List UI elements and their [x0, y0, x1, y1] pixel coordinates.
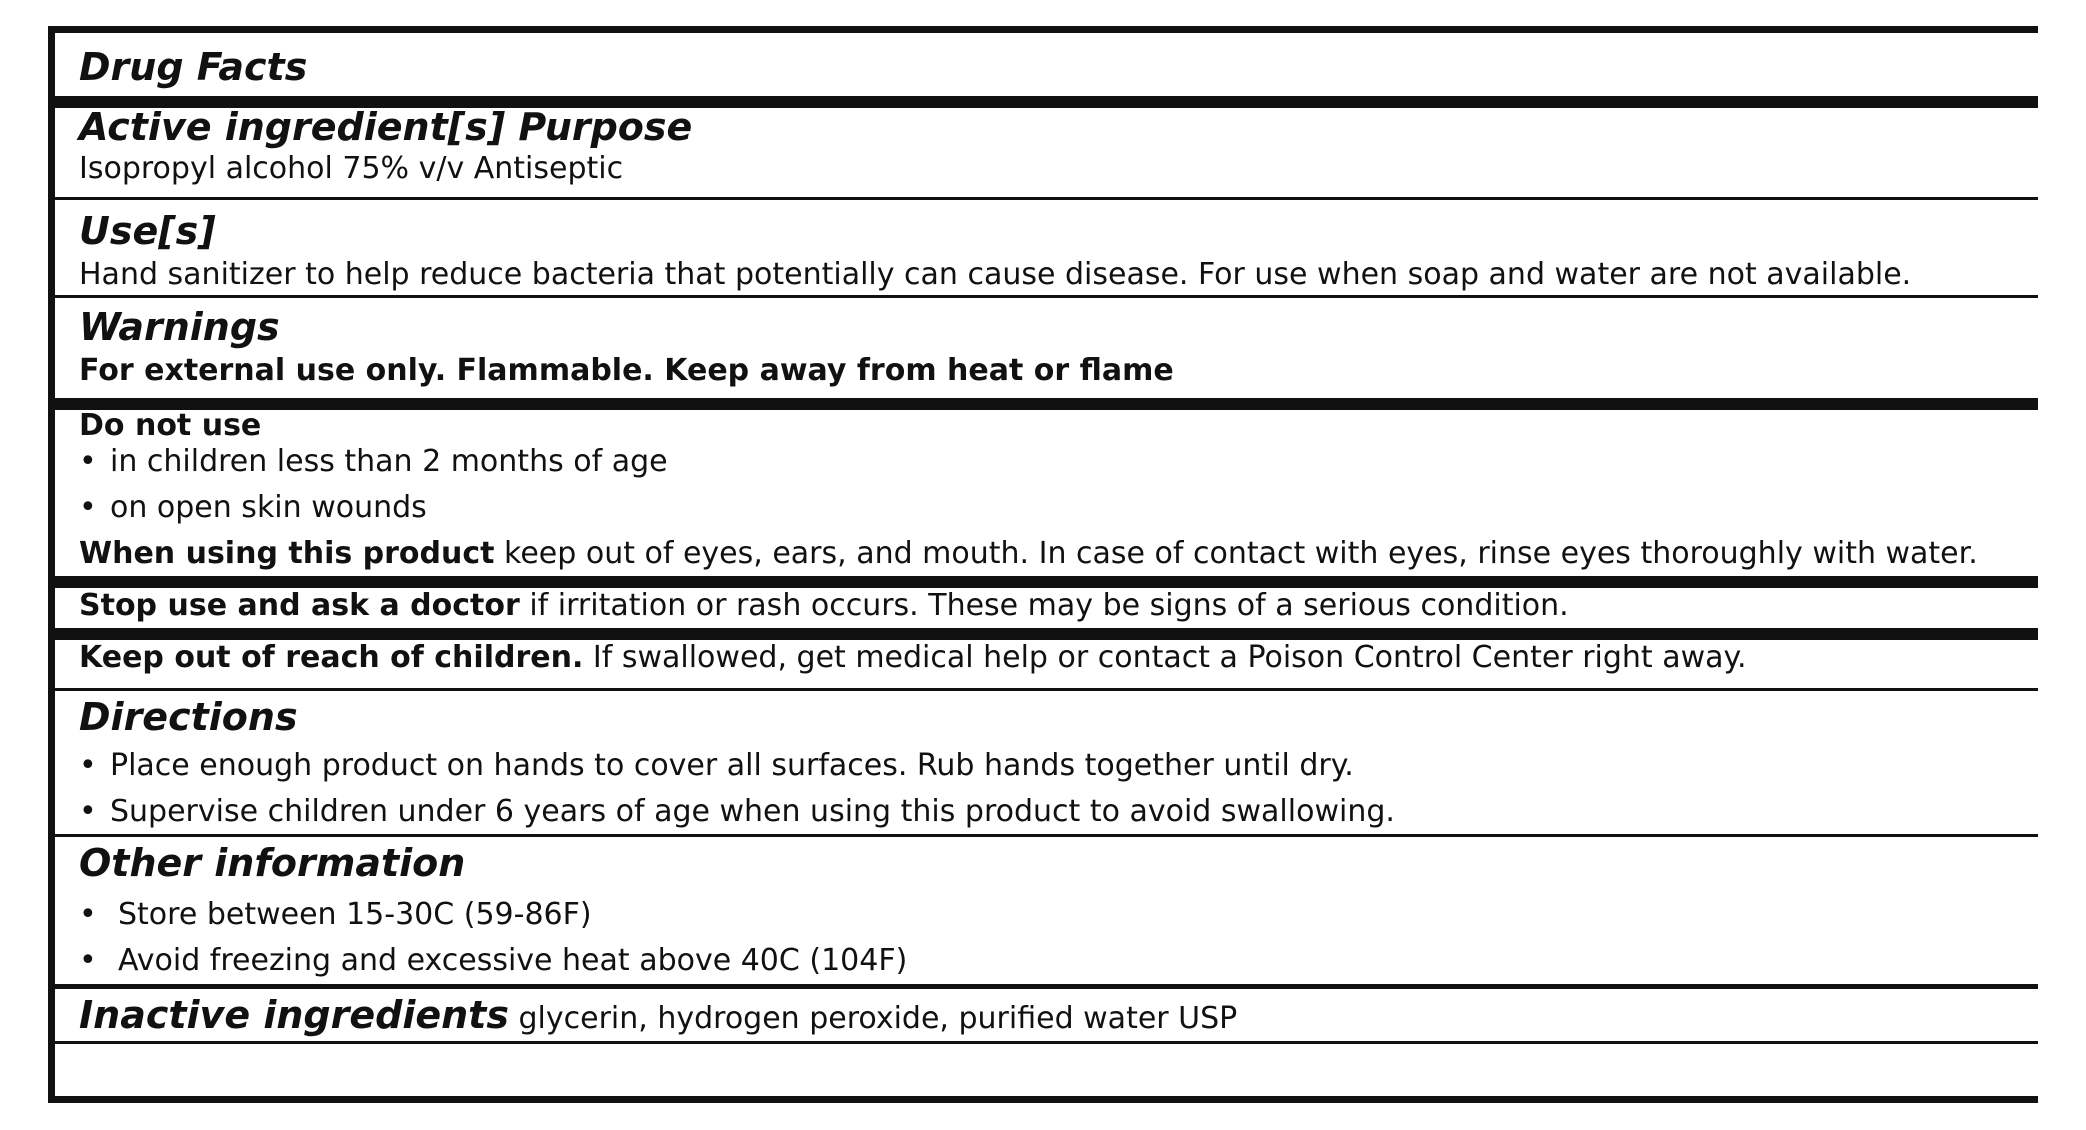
keep-out-text [79, 640, 1747, 675]
keep-out-label: Keep out of reach of children. [79, 640, 584, 675]
do-not-use-item-text: on open skin wounds [110, 490, 427, 525]
bullet-icon: • [79, 490, 97, 525]
other-info-item-text: Avoid freezing and excessive heat above 40C (104F) [118, 943, 908, 978]
when-using-body: keep out of eyes, ears, and mouth. In case of contact with eyes, rinse eyes thoroughly with water. [494, 536, 1978, 571]
stop-use-body: if irritation or rash occurs. These may be signs of a serious condition. [519, 588, 1569, 623]
bullet-icon: • [79, 444, 97, 479]
other-info-item [79, 943, 907, 978]
other-info-item [79, 897, 592, 932]
bullet-icon: • [79, 943, 97, 978]
do-not-use-item-text: in children less than 2 months of age [110, 444, 668, 479]
other-info-item-text: Store between 15-30C (59-86F) [118, 897, 592, 932]
divider [55, 984, 2038, 989]
other-info-heading: Other information [79, 841, 466, 885]
divider [55, 295, 2038, 298]
keep-out-body: If swallowed, get medical help or contact a Poison Control Center right away. [583, 640, 1747, 675]
divider [55, 688, 2038, 691]
do-not-use-item [79, 490, 427, 525]
stop-use-label: Stop use and ask a doctor [79, 588, 520, 623]
directions-item-text: Place enough product on hands to cover all surfaces. Rub hands together until dry. [110, 748, 1354, 783]
divider [55, 576, 2038, 588]
drug-facts-title: Drug Facts [79, 45, 308, 89]
uses-text: Hand sanitizer to help reduce bacteria that potentially can cause disease. For use when soap and water are not available. [79, 257, 1912, 292]
divider [55, 628, 2038, 640]
when-using-label: When using this product [79, 536, 495, 571]
uses-heading: Use[s] [79, 209, 216, 253]
directions-heading: Directions [79, 695, 298, 739]
divider [55, 398, 2038, 410]
drug-facts-panel [48, 26, 2038, 1103]
do-not-use-item [79, 444, 668, 479]
inactive-ingredients-text: glycerin, hydrogen peroxide, purified water USP [508, 1001, 1238, 1036]
warnings-heading: Warnings [79, 305, 280, 349]
when-using-text [79, 536, 1978, 571]
stop-use-text [79, 588, 1569, 623]
bullet-icon: • [79, 794, 97, 829]
divider [55, 834, 2038, 837]
bullet-icon: • [79, 897, 97, 932]
active-ingredient-heading: Active ingredient[s] Purpose [79, 105, 693, 149]
divider [55, 197, 2038, 200]
inactive-ingredients-line [79, 993, 1237, 1037]
warnings-external-text: For external use only. Flammable. Keep away from heat or flame [79, 353, 1174, 388]
active-ingredient-text: Isopropyl alcohol 75% v/v Antiseptic [79, 151, 624, 186]
bullet-icon: • [79, 748, 97, 783]
inactive-ingredients-heading: Inactive ingredients [79, 993, 509, 1037]
directions-item-text: Supervise children under 6 years of age when using this product to avoid swallowing. [110, 794, 1395, 829]
directions-item [79, 794, 1395, 829]
directions-item [79, 748, 1354, 783]
do-not-use-heading: Do not use [79, 408, 262, 443]
divider [55, 1041, 2038, 1044]
